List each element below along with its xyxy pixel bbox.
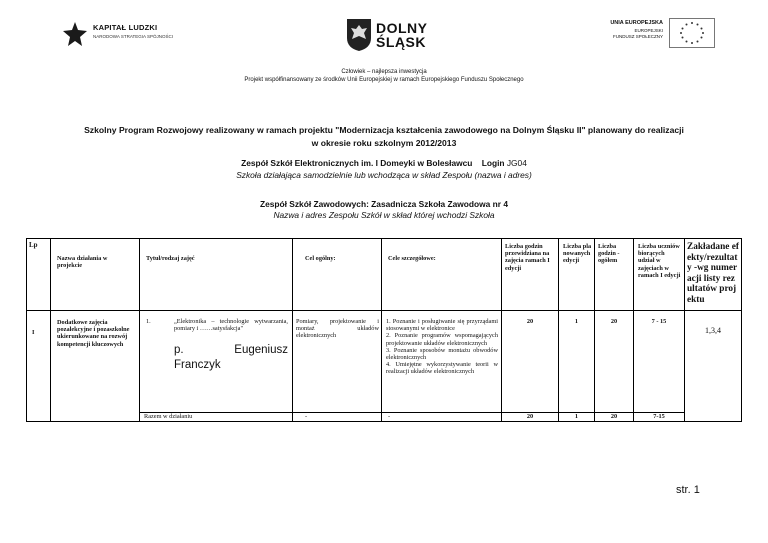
row-godziny-ogolem: 20 xyxy=(610,318,618,325)
tagline: Człowiek – najlepsza inwestycja xyxy=(341,69,427,75)
login-value: JG04 xyxy=(506,158,527,168)
row-efekty: 1,3,4 xyxy=(705,326,721,335)
title-line2: w okresie roku szkolnym 2012/2013 xyxy=(311,138,457,148)
login-label: Login xyxy=(481,158,505,168)
table-border-bottom xyxy=(26,421,742,422)
cofinancing-note: Projekt współfinansowany ze środków Unii Europejskiej w ramach Europejskiego Funduszu Społecznego xyxy=(244,77,524,83)
header-efekty: Zakładane efekty/rezultaty -wg numeracji listy rezultatów projektu xyxy=(687,242,739,305)
dolny-slask-line1: DOLNY xyxy=(376,20,428,36)
zespol-subtitle: Nazwa i adres Zespołu Szkół w skład której wchodzi Szkoła xyxy=(273,210,495,220)
header-cele-szczegolowe: Cele szczegółowe: xyxy=(388,255,436,262)
summary-cel: - xyxy=(305,413,308,420)
kapital-ludzki-star-icon xyxy=(63,22,87,46)
row-uczniowie: 7 - 15 xyxy=(651,318,667,325)
col-line-0 xyxy=(26,238,27,422)
school-subtitle: Szkoła działająca samodzielnie lub wchodząca w skład Zespołu (nazwa i adres) xyxy=(236,170,532,180)
kapital-ludzki-title: KAPITAŁ LUDZKI xyxy=(93,23,158,32)
cel-item-2: 2. Poznanie programów wspomagających projektowanie układów elektronicznych xyxy=(386,332,498,347)
col-line-2 xyxy=(139,238,140,422)
summary-godziny-ogolem: 20 xyxy=(610,413,618,420)
header-liczba-godzin: Liczba godzin przewidziana na zajęcia ramach I edycji xyxy=(505,243,550,272)
document-title xyxy=(80,124,688,150)
summary-edycje: 1 xyxy=(574,413,579,420)
summary-uczniowie: 7-15 xyxy=(653,413,665,420)
title-line1: Szkolny Program Rozwojowy realizowany w ramach projektu "Modernizacja kształcenia zawodowego na Dolnym Śląsku II" planowany do realizacji xyxy=(84,125,684,135)
header-liczba-uczniow: Liczba uczniów biorących udział w zajęciach w ramach I edycji xyxy=(638,243,681,279)
header-liczba-godzin-ogolem: Liczba godzin - ogółem xyxy=(598,243,620,265)
eu-line2: EUROPEJSKI xyxy=(634,28,663,33)
eu-line1: UNIA EUROPEJSKA xyxy=(610,20,663,26)
col-line-6 xyxy=(558,238,559,422)
col-line-7 xyxy=(594,238,595,422)
row-prowadzacy: p. Eugeniusz Franczyk xyxy=(174,344,288,371)
row-nazwa: Dodatkowe zajęcia pozalekcyjne i pozaszkolne ukierunkowane na rozwój kompetencji kluczowych xyxy=(57,319,130,348)
header-tytul: Tytuł/rodzaj zajęć xyxy=(146,255,195,262)
row-nr: 1. xyxy=(146,318,151,325)
cel-item-4: 4. Umiejętne wykorzystywanie teorii w realizacji układów elektronicznych xyxy=(386,361,498,376)
zespol-name: Zespół Szkół Zawodowych: Zasadnicza Szkoła Zawodowa nr 4 xyxy=(259,199,509,209)
eagle-crest-icon xyxy=(346,18,372,52)
dolny-slask-logo xyxy=(346,18,432,58)
col-line-10 xyxy=(741,238,742,422)
row-edycje: 1 xyxy=(574,318,579,325)
row-cele-list xyxy=(386,318,498,376)
table-border-top xyxy=(26,238,742,239)
kapital-ludzki-logo xyxy=(63,20,173,50)
row-lp: I xyxy=(32,329,35,336)
header-cel-ogolny: Cel ogólny: xyxy=(305,255,336,262)
school-line xyxy=(0,158,768,168)
col-line-3 xyxy=(292,238,293,422)
dolny-slask-line2: ŚLĄSK xyxy=(376,34,426,50)
summary-cele: - xyxy=(388,413,391,420)
table-header-divider xyxy=(26,310,742,311)
school-name: Zespół Szkół Elektronicznych im. I Domeyki w Bolesławcu xyxy=(241,158,473,168)
col-line-4 xyxy=(381,238,382,422)
col-line-8 xyxy=(633,238,634,422)
summary-label: Razem w działaniu xyxy=(144,413,193,420)
col-line-5 xyxy=(501,238,502,422)
eu-logo xyxy=(595,18,715,48)
program-table xyxy=(26,238,742,422)
cel-item-3: 3. Poznanie sposobów montażu obwodów elektronicznych xyxy=(386,346,498,362)
summary-godziny: 20 xyxy=(526,413,534,420)
col-line-1 xyxy=(50,238,51,422)
cel-item-1: 1. Poznanie i posługiwanie się przyrządami stosowanymi w elektronice xyxy=(386,318,498,333)
eu-flag-icon xyxy=(669,18,715,48)
header-liczba-edycji: Liczba planowanych edycji xyxy=(563,243,592,265)
row-godziny: 20 xyxy=(526,318,534,325)
kapital-ludzki-subtitle: NARODOWA STRATEGIA SPÓJNOŚCI xyxy=(93,34,174,39)
eu-line3: FUNDUSZ SPOŁECZNY xyxy=(612,34,663,39)
row-tytul: „Elektronika – technologie wytwarzania, pomiary i ……satysfakcja" xyxy=(174,318,288,333)
header-lp: Lp xyxy=(29,241,38,249)
page-number: str. 1 xyxy=(676,484,700,496)
header-nazwa: Nazwa działania w projekcie xyxy=(57,255,108,270)
row-cel-ogolny: Pomiary, projektowanie i montaż układów elektronicznych xyxy=(296,318,379,340)
